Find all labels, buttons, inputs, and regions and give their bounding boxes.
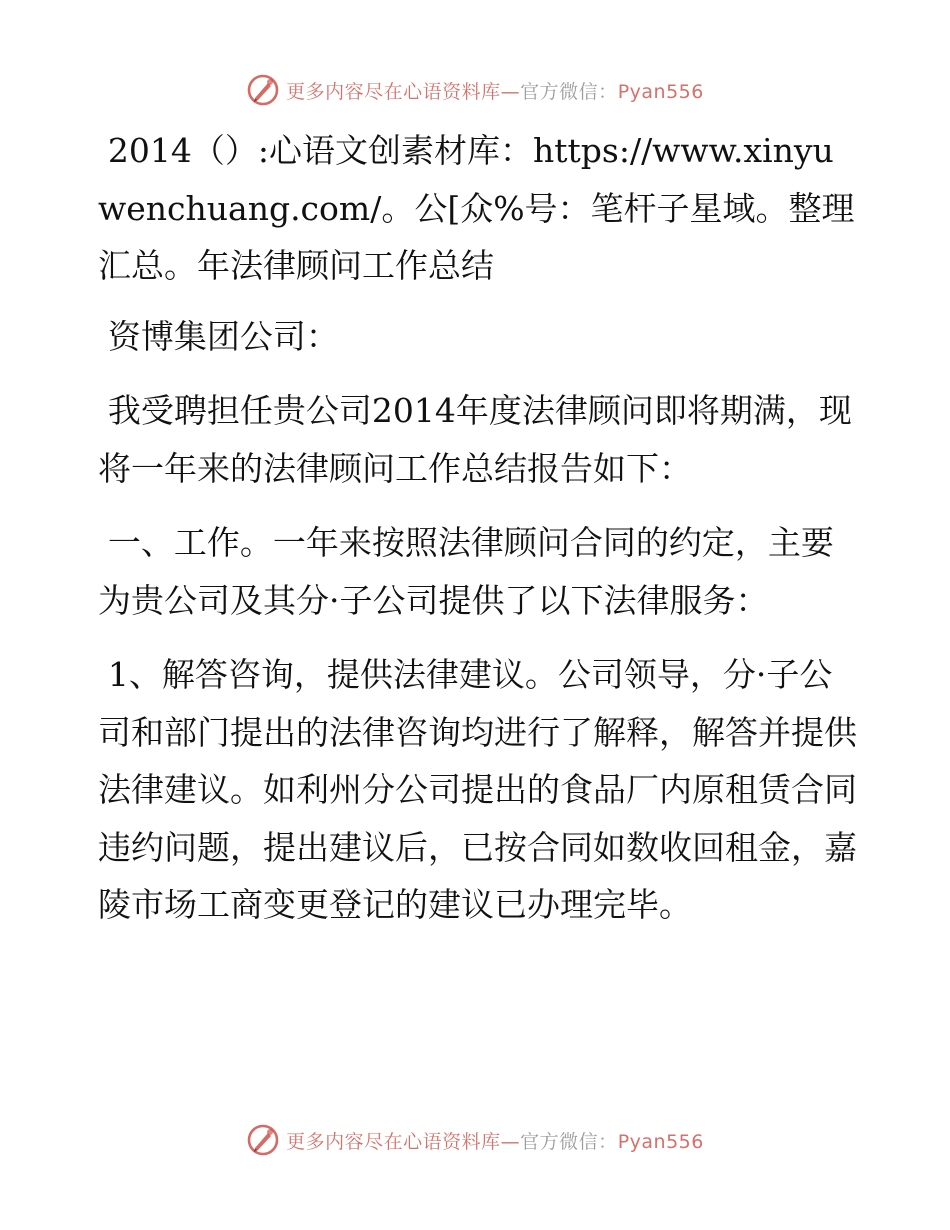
banner-text	[286, 1127, 704, 1154]
pen-circle-logo-icon	[246, 73, 280, 107]
item-one-paragraph: 1、解答咨询，提供法律建议。公司领导，分·子公司和部门提出的法律咨询均进行了解释，解答并提供法律建议。如利州分公司提出的食品厂内原租赁合同违约问题，提出建议后，已按合同如数收回租金，嘉陵市场工商变更登记的建议已办理完毕。	[98, 655, 857, 924]
salutation-paragraph: 资博集团公司：	[107, 316, 339, 356]
pen-circle-logo-icon	[246, 1123, 280, 1157]
banner-dash: —	[500, 80, 521, 103]
intro-paragraph: 我受聘担任贵公司2014年度法律顾问即将期满，现将一年来的法律顾问工作总结报告如下：	[98, 391, 852, 488]
banner-dash: —	[500, 1130, 521, 1153]
header-watermark-banner	[0, 70, 950, 110]
banner-text	[286, 77, 704, 104]
banner-official-label: 官方微信：	[520, 80, 618, 103]
banner-main-text: 更多内容尽在心语资料库	[286, 80, 501, 103]
banner-content	[246, 1123, 704, 1157]
banner-official-label: 官方微信：	[520, 1130, 618, 1153]
banner-main-text: 更多内容尽在心语资料库	[286, 1130, 501, 1153]
footer-watermark-banner	[0, 1120, 950, 1160]
document-body	[98, 122, 858, 951]
banner-wechat-id: Pyan556	[617, 1130, 704, 1153]
document-header-paragraph: 2014（）:心语文创素材库：https://www.xinyuwenchuang.com/。公[众%号：笔杆子星域。整理汇总。年法律顾问工作总结	[98, 131, 855, 285]
banner-wechat-id: Pyan556	[617, 80, 704, 103]
banner-content	[246, 73, 704, 107]
section-one-paragraph: 一、工作。一年来按照法律顾问合同的约定，主要为贵公司及其分·子公司提供了以下法律服务：	[98, 523, 834, 620]
